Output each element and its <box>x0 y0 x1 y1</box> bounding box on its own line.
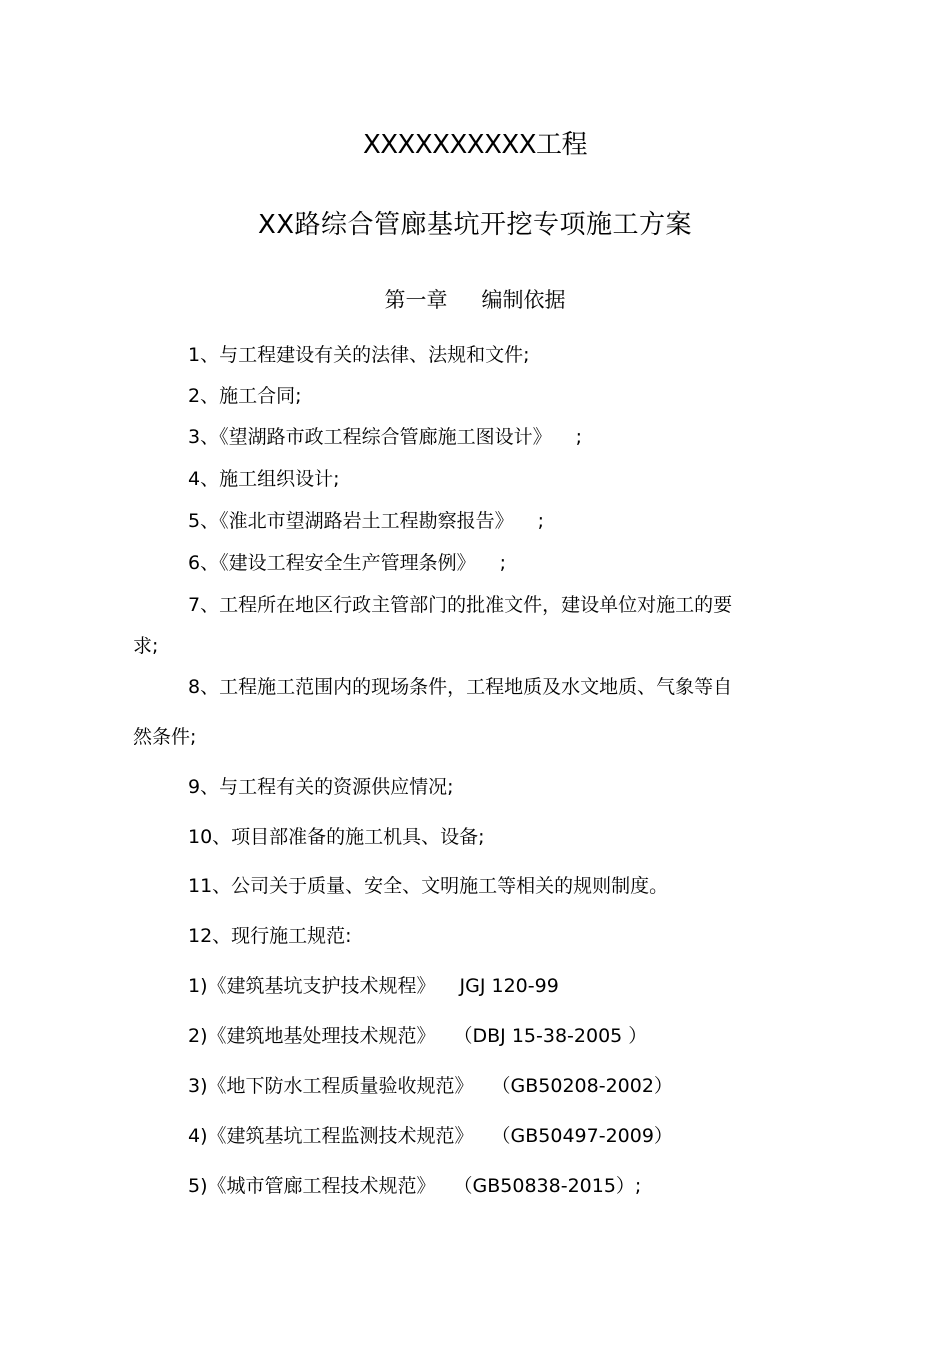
plan-title: XX路综合管廊基坑开挖专项施工方案 <box>257 210 693 240</box>
list-item: 5、《淮北市望湖路岩土工程勘察报告》 ; <box>188 510 544 532</box>
list-item: 12、现行施工规范: <box>188 925 352 947</box>
chapter-name: 编制依据 <box>481 288 566 312</box>
standard-item: 3)《地下防水工程质量验收规范》 （GB50208-2002） <box>188 1075 673 1097</box>
list-item: 9、与工程有关的资源供应情况; <box>188 776 454 798</box>
list-item: 11、公司关于质量、安全、文明施工等相关的规则制度。 <box>188 875 669 897</box>
standard-item: 5)《城市管廊工程技术规范》 （GB50838-2015）; <box>188 1175 642 1197</box>
chapter-number: 第一章 <box>384 288 448 312</box>
list-item: 6、《建设工程安全生产管理条例》 ; <box>188 552 506 574</box>
chapter-heading <box>0 284 950 314</box>
standard-item: 2)《建筑地基处理技术规范》 （DBJ 15-38-2005 ） <box>188 1025 648 1047</box>
list-item: 2、施工合同; <box>188 385 302 407</box>
standard-item: 1)《建筑基坑支护技术规程》 JGJ 120-99 <box>188 975 559 997</box>
list-item-continuation: 求; <box>133 635 159 657</box>
list-item: 3、《望湖路市政工程综合管廊施工图设计》 ; <box>188 426 582 448</box>
standard-item: 4)《建筑基坑工程监测技术规范》 （GB50497-2009） <box>188 1125 673 1147</box>
list-item: 7、工程所在地区行政主管部门的批准文件，建设单位对施工的要 <box>188 594 733 616</box>
list-item: 1、与工程建设有关的法律、法规和文件; <box>188 344 530 366</box>
list-item-continuation: 然条件; <box>133 726 197 748</box>
list-item: 10、项目部准备的施工机具、设备; <box>188 826 485 848</box>
project-title: XXXXXXXXXX工程 <box>362 130 588 160</box>
list-item: 4、施工组织设计; <box>188 468 340 490</box>
list-item: 8、工程施工范围内的现场条件，工程地质及水文地质、气象等自 <box>188 676 733 698</box>
